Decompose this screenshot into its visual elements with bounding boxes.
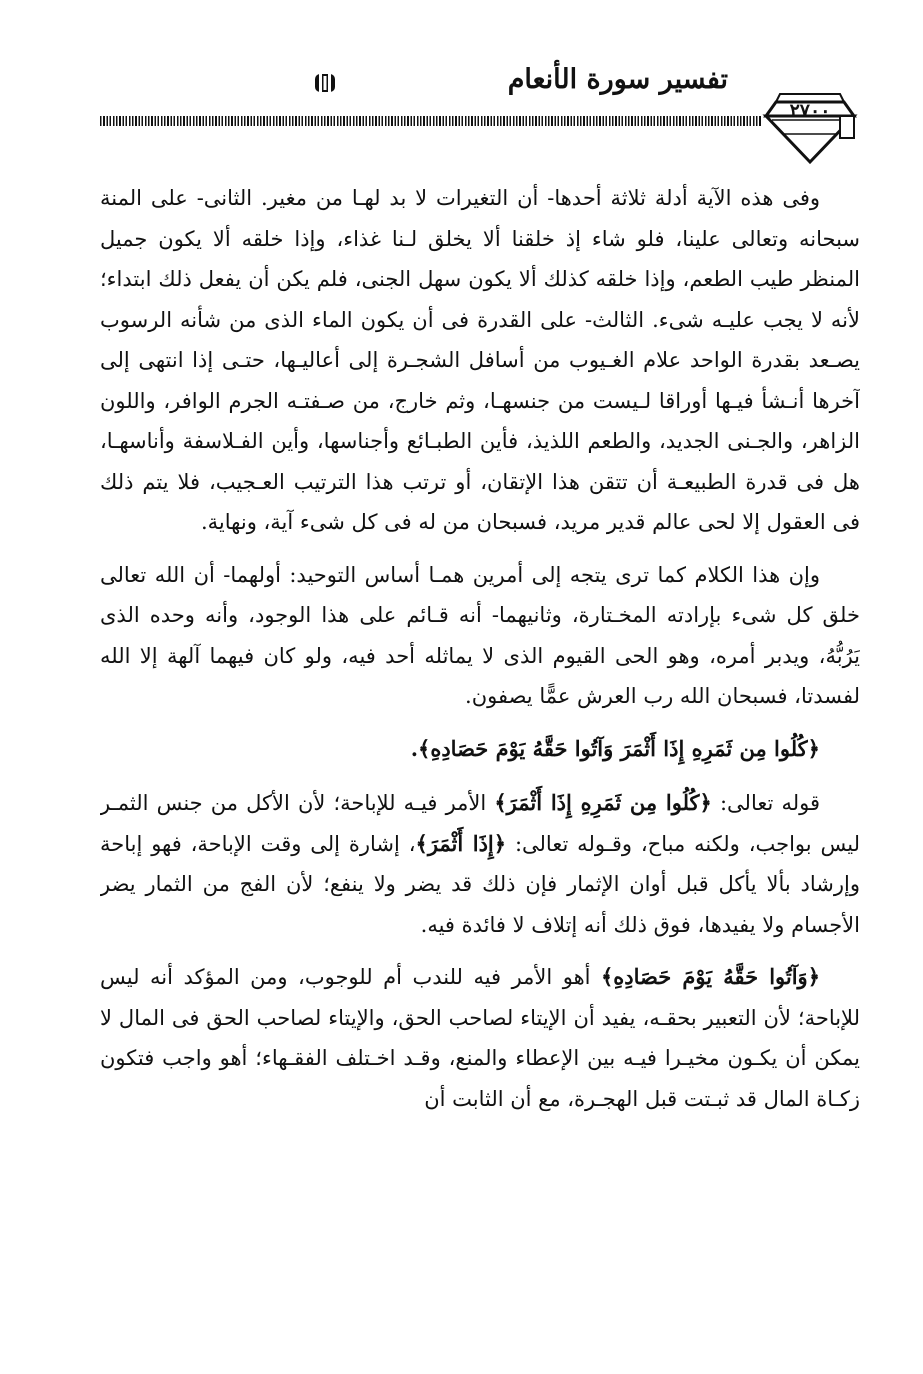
quran-quote: ﴿كُلُوا مِن ثَمَرِهِ إِذَا أَثْمَرَ﴾ xyxy=(494,790,712,815)
paragraph-text: أهو الأمر فيه للندب أم للوجوب، ومن المؤكد أنه ليس للإباحة؛ لأن التعبير بحقـه، يفيد أن الإيتاء لصاحب الحق، والإيتاء لصاحب الحق فى المال لا يمكن أن يكـون مخيـرا فيـه بين الإعطاء والمنع، وقـد اخـتلف الفقـهاء؛ أهو واجب فتكون زكـاة المال قد ثبـتت قبل الهجـرة، مع أن الثابت أن xyxy=(100,965,860,1111)
quran-quote: ﴿وَآتُوا حَقَّهُ يَوْمَ حَصَادِهِ﴾ xyxy=(600,964,821,989)
ornament-icon xyxy=(312,70,338,96)
paragraph-p1 xyxy=(100,178,860,543)
paragraph-p2 xyxy=(100,555,860,717)
paragraph-text: وإن هذا الكلام كما ترى يتجه إلى أمرين همـا أساس التوحيد: أولهما- أن الله تعالى خلق كل شىء بإرادته المخـتارة، وثانيهما- أنه قـائم على هذا الوجود، وأنه وحده الذى يَرُبُّهُ، ويدبر أمره، وهو الحى القيوم الذى لا يماثله أحد فيه، ولو كان فيهما آلهة إلا الله لفسدتا، فسبحان الله رب العرش عمًّا يصفون. xyxy=(100,562,860,708)
page-header xyxy=(0,0,923,170)
quran-quote: ﴿كُلُوا مِن ثَمَرِهِ إِذَا أَثْمَرَ وَآتُوا حَقَّهُ يَوْمَ حَصَادِهِ﴾ xyxy=(418,735,820,761)
paragraph-text: ، إشارة إلى وقت الإباحة، فهو إباحة وإرشاد بألا يأكل قبل أوان الإثمار فإن ذلك قد يضر ولا ينفع؛ لأن الفج من الثمار يضر الأجسام ولا يفيدها، فوق ذلك أنه إتلاف لا فائدة فيه. xyxy=(100,831,860,937)
quran-quote: ﴿إِذَا أَثْمَرَ﴾ xyxy=(415,830,507,856)
paragraph-text: وفى هذه الآية أدلة ثلاثة أحدها- أن التغيرات لا بد لهـا من مغير. الثانى- على المنة سبحانه وتعالى علينا، فلو شاء إذ خلقنا ألا يخلق لـنا غذاء، وإذا خلقه ألا يكون جميل المنظر طيب الطعم، وإذا خلقه كذلك ألا يكون سهل الجنى، فلم يكن أن يفعل ذلك ابتداء؛ لأنه لا يجب عليـه شىء. الثالث- على القدرة فى أن يكون الماء الذى من شأنه الرسوب يصـعد بقدرة الواحد علام الغـيوب من أسافل الشجـرة إلى أعاليـها، حتـى إذا انتهى إلى آخرها أنـشأ فيـها أوراقا لـيست من جنسهـا، وثم خارج، من صـفتـه الجرم الوافر، واللون الزاهر، والجـنى الجديد، والطعم اللذيذ، فأين الطبـائع وأجناسها، وأين الفـلاسفة وأناسهـا، هل فى قدرة الطبيعـة أن تتقن هذا الإتقان، أو ترتب هذا الترتيب العـجيب، فلا يتم ذلك فى العقول إلا لحى عالم قدير مريد، فسبحان من له فى كل شىء آية، ونهاية. xyxy=(100,186,860,534)
running-title: تفسير سورة الأنعام xyxy=(507,64,728,95)
paragraph-text: . xyxy=(410,735,419,761)
paragraph-p5 xyxy=(100,957,860,1119)
verse-heading xyxy=(100,729,860,770)
paragraph-text: الأمر فيـه للإباحة؛ لأن الأكل من جنس الثمـر ليس بواجب، ولكنه مباح، وقـوله تعالى: xyxy=(100,791,860,856)
page-number: ٢٧٠٠ xyxy=(789,100,831,122)
paragraph-text: قوله تعالى: xyxy=(711,791,820,815)
page-body xyxy=(100,178,860,1348)
paragraph-p4 xyxy=(100,783,860,945)
header-rule xyxy=(100,116,762,126)
